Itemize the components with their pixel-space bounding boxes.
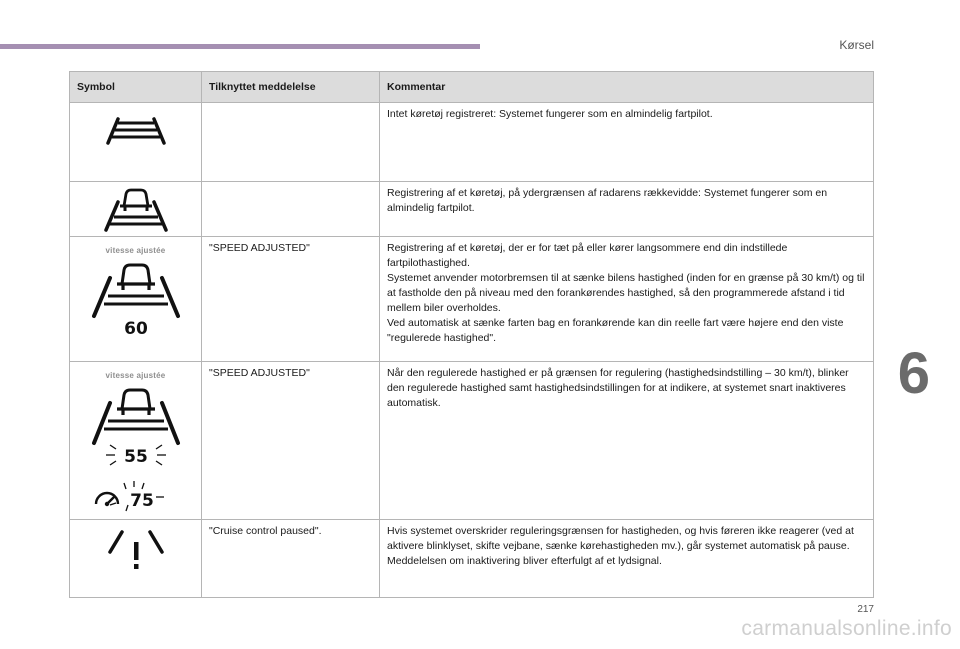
message-cell: "SPEED ADJUSTED": [202, 362, 380, 520]
warning-lanes-icon: [96, 526, 176, 574]
speed-value: 60: [123, 319, 148, 339]
message-cell: "Cruise control paused".: [202, 520, 380, 598]
table-row: [70, 103, 874, 182]
symbol-cell: [70, 362, 202, 520]
symbol-cell: [70, 182, 202, 237]
page-number: 217: [857, 604, 874, 615]
comment-cell: [380, 520, 874, 598]
comment-cell: Når den regulerede hastighed er på grænsen for regulering (hastighedsindstilling – 30 km/t), blinker den regulerede hastighed samt hastighedsindstillingen for at indikere, at systemet snart inaktiveres automatisk.: [380, 362, 874, 520]
icon-caption: vitesse ajustée: [105, 246, 166, 255]
speed-adjusted-55-icon: [86, 383, 186, 515]
comment-text: Registrering af et køretøj, der er for tæt på eller kører langsommere end din indstillede fartpilothastighed. Systemet anvender motorbremsen til at sænke bilens hastighed (inden for en grænse på 30 km/t) og til at fastholde den på niveau med den forankørendes hastighed, så den programmerede afstand i tid mellem biler overholdes. Ved automatisk at sænke farten bag en forankørende kan din reelle fart være højere end den viste "regulerede hastighed".: [387, 242, 865, 344]
symbol-table: [69, 71, 874, 598]
comment-cell: Intet køretøj registreret: Systemet fungerer som en almindelig fartpilot.: [380, 103, 874, 182]
icon-caption: vitesse ajustée: [105, 371, 166, 380]
message-cell: [202, 182, 380, 237]
table-row: [70, 237, 874, 362]
comment-text: Hvis systemet overskrider reguleringsgrænsen for hastigheden, og hvis føreren ikke reagerer (ved at aktivere blinklyset, skifte vejbane, sænke kørehastigheden mv.), går systemet automatisk på pause. Meddelelsen om inaktivering bliver efterfulgt af et lydsignal.: [387, 525, 854, 567]
column-header-comment: Kommentar: [380, 72, 874, 103]
message-cell: "SPEED ADJUSTED": [202, 237, 380, 362]
table-row: [70, 520, 874, 598]
column-header-symbol: Symbol: [70, 72, 202, 103]
symbol-cell: [70, 237, 202, 362]
chapter-number: 6: [897, 341, 930, 406]
watermark: carmanualsonline.info: [741, 617, 952, 640]
car-lanes-icon: [96, 188, 176, 232]
message-cell: [202, 103, 380, 182]
comment-cell: [380, 237, 874, 362]
speed-adjusted-60-icon: [86, 258, 186, 340]
table-row: [70, 362, 874, 520]
lanes-icon: [96, 115, 176, 145]
symbol-cell: [70, 103, 202, 182]
section-title: Kørsel: [839, 38, 874, 52]
symbol-cell: [70, 520, 202, 598]
table-header-row: [70, 72, 874, 103]
column-header-message: Tilknyttet meddelelse: [202, 72, 380, 103]
speed-value: 55: [123, 447, 148, 467]
header-accent-bar: [0, 44, 480, 49]
speed-setting-value: 75: [129, 491, 154, 511]
comment-cell: Registrering af et køretøj, på ydergrænsen af radarens rækkevidde: Systemet fungerer som en almindelig fartpilot.: [380, 182, 874, 237]
table-row: [70, 182, 874, 237]
